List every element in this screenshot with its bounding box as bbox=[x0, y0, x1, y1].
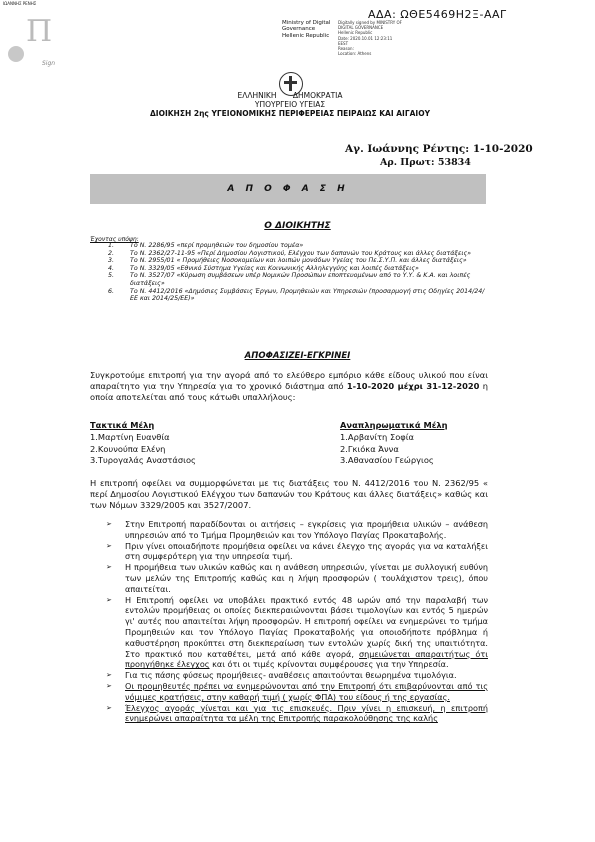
decision-banner: Α Π Ο Φ Α Σ Η bbox=[90, 174, 486, 204]
bullet-arrow-icon: ➢ bbox=[106, 563, 112, 572]
digital-signature-values bbox=[338, 20, 428, 56]
intro-paragraph: Συγκροτούμε επιτροπή για την αγορά από το ελεύθερο εμπόριο κάθε είδους υλικού που είναι απαραίτητο για την Υπηρεσία για το χρονικό διάστημα από 1-10-2020 μέχρι 31-12-2020 η οποία αποτελείται από τους κάτωθι υπαλλήλους: bbox=[90, 370, 488, 402]
stamp-symbol: Π bbox=[26, 14, 53, 49]
sig-value: Date: 2020.10.01 12:23:11 bbox=[338, 35, 393, 41]
regular-members-title: Τακτικά Μέλη bbox=[90, 420, 155, 430]
bullet-arrow-icon: ➢ bbox=[106, 681, 112, 690]
alternate-members-title: Αναπληρωματικά Μέλη bbox=[340, 420, 448, 430]
document-date: Αγ. Ιωάννης Ρέντης: 1-10-2020 bbox=[345, 143, 533, 155]
sig-value: Hellenic Republic bbox=[338, 30, 373, 36]
rule-item: ➢ Πριν γίνει οποιαδήποτε προμήθεια οφείλει να κάνει έλεγχο της αγοράς για να καταλήξει στη συμφερότερη για την υπηρεσία τιμή. bbox=[106, 540, 488, 562]
citation-item: 5. Το Ν. 3527/07 «Κύρωση συμβάσεων υπέρ Νομικών Προσώπων εποπτευομένων από το Υ.Υ. & Κ.Α. και λοιπές διατάξεις» bbox=[108, 272, 471, 287]
sig-org-line: Governance bbox=[282, 26, 316, 33]
bullet-arrow-icon: ➢ bbox=[106, 671, 112, 680]
citation-item: 3. Το Ν. 2955/01 « Προμήθειες Νοσοκομείων και λοιπών μονάδων Υγείας του Πε.Σ.Υ.Π. και άλλες διατάξεις» bbox=[108, 257, 467, 265]
sig-value: DIGITAL GOVERNANCE bbox=[338, 25, 384, 31]
director-heading: Ο ΔΙΟΙΚΗΤΗΣ bbox=[264, 221, 331, 231]
member-name: 3.Τυρογαλάς Αναστάσιος bbox=[90, 455, 196, 466]
sig-org-line: Hellenic Republic bbox=[282, 32, 330, 39]
rule-item: ➢ Η Επιτροπή οφείλει να υποβάλει πρακτικό εντός 48 ωρών από την παραλαβή των εντολών προμήθειας οι οποίες διεκπεραιώνονται βάσει τιμολογίων και εντός 5 ημερών γι' αυτές που απαιτείται λήψη προσφορών. Η επιτροπή οφείλει να ενημερώνει το τμήμα Προμηθειών και τον Υπόλογο Παγίας Προκαταβολής για οποιοδήποτε πρόβλημα ή καθυστέρηση προκύπτει στη διεκπεραίωση των εντολών χωρίς δική της υπαιτιότητα. Στο πρακτικό που καταθέτει, μετά από κάθε αγορά, σημειώνεται απαραιτήτως ότι προηγήθηκε έλεγχος και ότι οι τιμές κρίνονται συμφέρουσες για την Υπηρεσία. bbox=[106, 594, 488, 670]
header-ministry: ΥΠΟΥΡΓΕΙΟ ΥΓΕΙΑΣ bbox=[254, 100, 326, 109]
member-name: 3.Αθανασίου Γεώργιος bbox=[340, 455, 434, 466]
bullet-arrow-icon: ➢ bbox=[106, 595, 112, 604]
rule-item: ➢ Οι προμηθευτές πρέπει να ενημερώνονται από την Επιτροπή ότι επιβαρύνονται από τις νόμιμες κρατήσεις, στην καθαρή τιμή ( χωρίς ΦΠΑ) του είδους ή της εργασίας. bbox=[106, 680, 488, 702]
header-authority: ΔΙΟΙΚΗΣΗ 2ης ΥΓΕΙΟΝΟΜΙΚΗΣ ΠΕΡΙΦΕΡΕΙΑΣ ΠΕΙΡΑΙΩΣ ΚΑΙ ΑΙΓΑΙΟΥ bbox=[149, 109, 431, 118]
having-regard-label: Έχοντας υπόψη: bbox=[90, 236, 139, 243]
citation-item: 6. Το Ν. 4412/2016 «Δημόσιες Συμβάσεις Έργων, Προμηθειών και Υπηρεσιών (προσαρμογή στις Οδηγίες 2014/24/ΕΕ και 2014/25/ΕΕ)» bbox=[108, 287, 485, 303]
sig-value: Digitally signed by MINISTRY OF bbox=[338, 20, 402, 25]
stamp-signer-id: ΙΩΑΝΝΗΣ ΡΕΝΗΣ bbox=[3, 1, 37, 6]
ada-code: ΑΔΑ: ΩΘΕ5469Η2Ξ-ΑΑΓ bbox=[368, 8, 507, 21]
member-name: 1.Μαρτίνη Ευανθία bbox=[90, 431, 170, 442]
sig-org-line: Ministry of Digital bbox=[282, 20, 331, 26]
rule-item: ➢ Για τις πάσης φύσεως προμήθειες- αναθέσεις απαιτούνται θεωρημένα τιμολόγια. bbox=[106, 670, 457, 681]
stamp-scribble: Sign bbox=[42, 60, 56, 67]
rule-item: ➢ Στην Επιτροπή παραδίδονται οι αιτήσεις – εγκρίσεις για προμήθεια υλικών – ανάθεση υπηρεσιών από το Τμήμα Προμηθειών και τον Υπόλογο Παγίας Προκαταβολής. bbox=[106, 519, 488, 540]
citation-item: 2. Το Ν. 2362/27-11-95 «Περί Δημοσίου Λογιστικού, Ελέγχου των δαπανών του Κράτους και άλλες διατάξεις» bbox=[108, 249, 472, 257]
regular-members bbox=[90, 420, 196, 467]
member-name: 1.Αρβανίτη Σοφία bbox=[340, 431, 415, 442]
bullet-arrow-icon: ➢ bbox=[106, 703, 112, 712]
protocol-number: Αρ. Πρωτ: 53834 bbox=[380, 157, 471, 168]
rules-list bbox=[106, 519, 488, 724]
signature-stamp bbox=[2, 2, 72, 76]
sig-value: Reason: bbox=[338, 46, 354, 52]
decides-heading: ΑΠΟΦΑΣΙΖΕΙ-ΕΓΚΡΙΝΕΙ bbox=[244, 351, 351, 361]
sig-value: Location: Athens bbox=[338, 51, 372, 57]
rule-item: ➢ Έλεγχος αγοράς γίνεται και για τις επισκευές. Πριν γίνει η επισκευή, η επιτροπή ενημερώνει απαραίτητα τα μέλη της Επιτροπής παρακολούθησης της καλής bbox=[106, 702, 488, 724]
seal-icon bbox=[8, 46, 24, 62]
member-name: 2.Κουνούπα Ελένη bbox=[90, 443, 166, 454]
bullet-arrow-icon: ➢ bbox=[106, 520, 112, 528]
citation-item: 4. Το Ν. 3329/05 «Εθνικό Σύστημα Υγείας και Κοινωνικής Αλληλεγγύης και λοιπές διατάξεις» bbox=[108, 264, 419, 272]
bullet-arrow-icon: ➢ bbox=[106, 541, 112, 550]
citations-list bbox=[108, 242, 488, 303]
rule-item: ➢ Η προμήθεια των υλικών καθώς και η ανάθεση υπηρεσιών, γίνεται με συλλογική ευθύνη των μελών της Επιτροπής καθώς και η λήψη προσφορών ( τουλάχιστον τρεις), όπου απαιτείται. bbox=[106, 562, 488, 594]
alternate-members bbox=[340, 420, 448, 467]
header-republic: ΕΛΛΗΝΙΚΗ ΔΗΜΟΚΡΑΤΙΑ bbox=[237, 91, 343, 100]
sig-value: EEST bbox=[338, 40, 349, 46]
obligation-paragraph: Η επιτροπή οφείλει να συμμορφώνεται με τις διατάξεις του Ν. 4412/2016 του Ν. 2362/95 « περί Δημοσίου Λογιστικού Ελέγχου των δαπανών του Κράτους και άλλες διατάξεις» καθώς και των Νόμων 3329/2005 και 3527/2007. bbox=[90, 478, 488, 510]
citation-item: 1. Το Ν. 2286/95 «περί προμηθειών του δημοσίου τομέα» bbox=[108, 242, 304, 249]
member-name: 2.Γκιόκα Άννα bbox=[340, 443, 399, 454]
